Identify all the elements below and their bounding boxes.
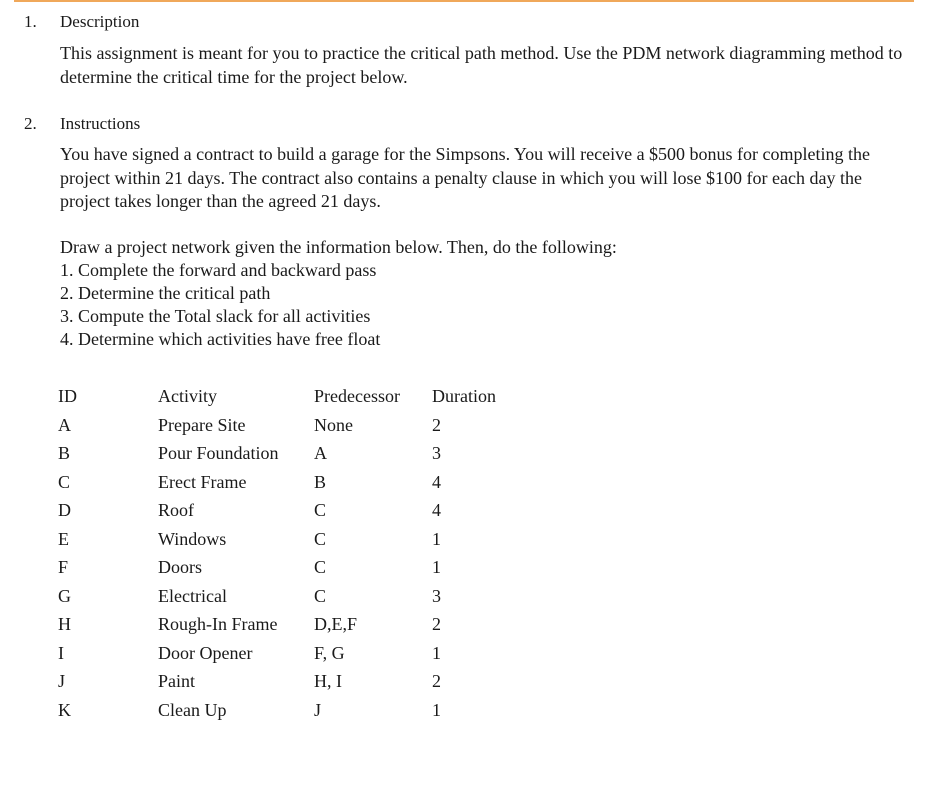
table-row bbox=[58, 439, 524, 468]
cell-activity: Electrical bbox=[158, 585, 227, 606]
table-row bbox=[58, 525, 524, 554]
step-item: 3. Compute the Total slack for all activities bbox=[60, 306, 371, 326]
cell-predecessor: C bbox=[314, 528, 327, 549]
cell-id: F bbox=[58, 557, 69, 577]
cell-activity: Roof bbox=[158, 500, 194, 520]
cell-duration: 1 bbox=[432, 642, 441, 663]
cell-id: A bbox=[58, 414, 71, 435]
cell-activity: Pour Foundation bbox=[158, 443, 279, 463]
table-body bbox=[58, 411, 524, 725]
cell-predecessor: D,E,F bbox=[314, 614, 358, 634]
table-row bbox=[58, 496, 524, 525]
cell-predecessor: B bbox=[314, 471, 327, 492]
cell-predecessor: C bbox=[314, 500, 327, 520]
instructions-intro: Draw a project network given the information below. Then, do the following: bbox=[60, 237, 617, 257]
cell-id: I bbox=[58, 642, 64, 663]
cell-activity: Erect Frame bbox=[158, 471, 247, 492]
cell-activity: Windows bbox=[158, 528, 227, 549]
cell-duration: 1 bbox=[432, 528, 441, 549]
cell-activity: Rough-In Frame bbox=[158, 614, 278, 634]
description-text: This assignment is meant for you to practice the critical path method. Use the PDM network diagramming method to determine the critical time for the project below. bbox=[60, 43, 903, 87]
header-predecessor: Predecessor bbox=[314, 386, 400, 406]
cell-activity: Clean Up bbox=[158, 699, 227, 720]
cell-predecessor: H, I bbox=[314, 671, 342, 691]
cell-activity: Door Opener bbox=[158, 642, 253, 663]
cell-duration: 4 bbox=[432, 500, 441, 520]
section-1-number: 1. bbox=[24, 12, 37, 31]
table-row bbox=[58, 582, 524, 611]
section-2-title: Instructions bbox=[60, 114, 141, 133]
cell-id: D bbox=[58, 500, 71, 520]
cell-duration: 1 bbox=[432, 699, 441, 720]
cell-id: G bbox=[58, 585, 71, 606]
table-row bbox=[58, 696, 524, 725]
instructions-steps bbox=[60, 259, 910, 351]
step-item: 1. Complete the forward and backward pass bbox=[60, 260, 377, 280]
cell-duration: 2 bbox=[432, 414, 441, 435]
header-duration: Duration bbox=[432, 386, 496, 406]
cell-duration: 4 bbox=[432, 471, 441, 492]
cell-activity: Paint bbox=[158, 671, 196, 691]
section-2-number: 2. bbox=[24, 114, 37, 133]
table-row bbox=[58, 553, 524, 582]
table-row bbox=[58, 610, 524, 639]
cell-activity: Prepare Site bbox=[158, 414, 246, 435]
table-row bbox=[58, 468, 524, 497]
cell-predecessor: A bbox=[314, 443, 327, 463]
activity-table bbox=[58, 382, 524, 724]
header-activity: Activity bbox=[158, 386, 217, 406]
cell-duration: 1 bbox=[432, 557, 441, 577]
section-1-title: Description bbox=[60, 12, 140, 31]
header-id: ID bbox=[58, 386, 77, 406]
cell-activity: Doors bbox=[158, 557, 202, 577]
table-header-row bbox=[58, 382, 524, 411]
cell-id: E bbox=[58, 528, 69, 549]
step-item: 2. Determine the critical path bbox=[60, 283, 271, 303]
instructions-paragraph: You have signed a contract to build a garage for the Simpsons. You will receive a $500 bonus for completing the project within 21 days. The contract also contains a penalty clause in which you will lose $100 for each day the project takes longer than the agreed 21 days. bbox=[60, 144, 871, 211]
cell-id: J bbox=[58, 671, 66, 691]
cell-id: C bbox=[58, 471, 71, 492]
cell-duration: 3 bbox=[432, 443, 441, 463]
cell-id: H bbox=[58, 614, 71, 634]
cell-predecessor: C bbox=[314, 557, 327, 577]
table-row bbox=[58, 639, 524, 668]
cell-id: K bbox=[58, 699, 71, 720]
cell-predecessor: J bbox=[314, 699, 322, 720]
cell-predecessor: None bbox=[314, 414, 353, 435]
table-row bbox=[58, 667, 524, 696]
cell-duration: 2 bbox=[432, 671, 441, 691]
table-row bbox=[58, 411, 524, 440]
cell-predecessor: C bbox=[314, 585, 327, 606]
cell-duration: 2 bbox=[432, 614, 441, 634]
cell-duration: 3 bbox=[432, 585, 441, 606]
top-divider bbox=[14, 0, 914, 2]
cell-predecessor: F, G bbox=[314, 642, 345, 663]
step-item: 4. Determine which activities have free float bbox=[60, 329, 381, 349]
cell-id: B bbox=[58, 443, 71, 463]
